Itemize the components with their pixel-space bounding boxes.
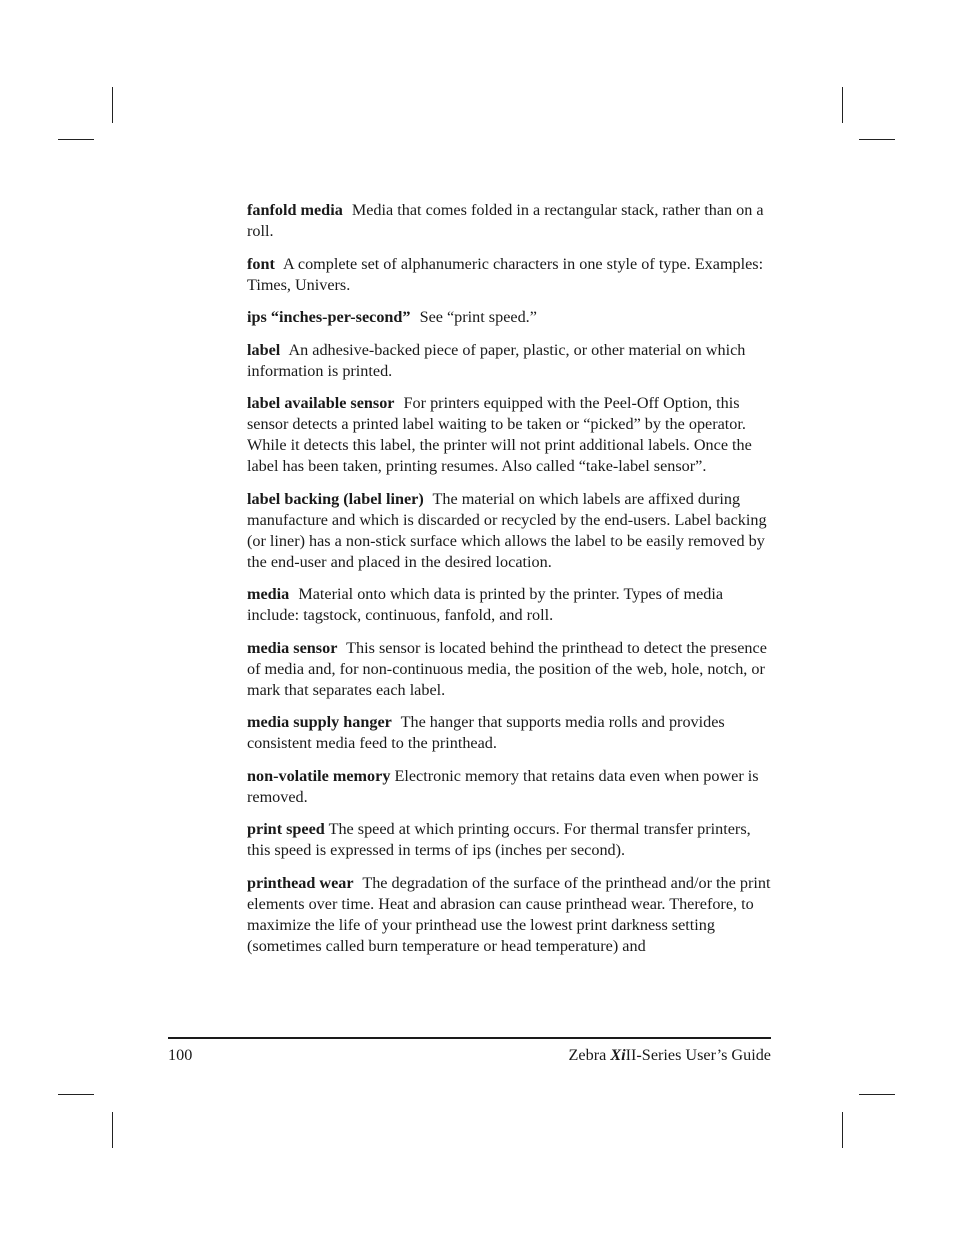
glossary-definition: A complete set of alphanumeric characters in one style of type. Examples: Times, Univers. bbox=[247, 254, 764, 294]
glossary-term: print speed bbox=[247, 820, 325, 838]
glossary-definition: This sensor is located behind the printhead to detect the presence of media and, for non-continuous media, the position of the web, hole, notch, or mark that separates each label. bbox=[247, 638, 767, 699]
glossary-entry bbox=[247, 254, 772, 296]
glossary-term: fanfold media bbox=[247, 201, 343, 219]
crop-mark bbox=[859, 1094, 895, 1095]
glossary-term: ips “inches-per-second” bbox=[247, 308, 411, 326]
crop-mark bbox=[842, 87, 843, 123]
glossary-definition: The material on which labels are affixed during manufacture and which is discarded or recycled by the end-users. Label backing (or liner) has a non-stick surface which allows the label to be easily removed by the end-user and placed in the desired location. bbox=[247, 489, 767, 571]
page-number: 100 bbox=[168, 1046, 193, 1064]
crop-mark bbox=[112, 87, 113, 123]
glossary-term: media sensor bbox=[247, 638, 338, 657]
glossary-definition: See “print speed.” bbox=[419, 308, 537, 326]
glossary-entry bbox=[247, 200, 772, 242]
glossary-entry bbox=[247, 340, 772, 382]
footer-rule bbox=[168, 1037, 771, 1039]
glossary-term: label backing (label liner) bbox=[247, 489, 424, 508]
glossary-entry bbox=[247, 584, 772, 626]
glossary-term: font bbox=[247, 254, 275, 273]
glossary-entry bbox=[247, 393, 772, 477]
glossary-term: media supply hanger bbox=[247, 713, 392, 731]
glossary-list bbox=[247, 200, 772, 968]
glossary-definition: An adhesive-backed piece of paper, plastic, or other material on which information is printed. bbox=[247, 340, 746, 380]
glossary-term: label available sensor bbox=[247, 394, 395, 412]
crop-mark bbox=[859, 139, 895, 140]
guide-title-prefix: Zebra bbox=[568, 1046, 611, 1064]
glossary-definition: Media that comes folded in a rectangular stack, rather than on a roll. bbox=[247, 201, 764, 240]
glossary-definition: The degradation of the surface of the printhead and/or the print elements over time. Heat and abrasion can cause printhead wear. Therefore, to maximize the life of your printhead use the lowest print darkness setting (sometimes called burn temperature or head temperature) and bbox=[247, 873, 771, 955]
glossary-entry bbox=[247, 489, 772, 573]
glossary-term: label bbox=[247, 340, 281, 359]
guide-title bbox=[569, 1045, 771, 1066]
crop-mark bbox=[112, 1112, 113, 1148]
glossary-definition: The hanger that supports media rolls and provides consistent media feed to the printhead. bbox=[247, 713, 725, 752]
glossary-entry bbox=[247, 819, 772, 861]
guide-title-suffix: II-Series User’s Guide bbox=[625, 1046, 771, 1064]
glossary-term: media bbox=[247, 585, 290, 603]
glossary-entry bbox=[247, 712, 772, 754]
crop-mark bbox=[58, 139, 94, 140]
glossary-entry bbox=[247, 873, 772, 957]
glossary-definition: Material onto which data is printed by the printer. Types of media include: tagstock, continuous, fanfold, and roll. bbox=[247, 585, 724, 624]
guide-title-model: Xi bbox=[610, 1046, 626, 1064]
glossary-term: non-volatile memory bbox=[247, 766, 391, 785]
glossary-entry bbox=[247, 307, 772, 328]
glossary-definition: For printers equipped with the Peel-Off Option, this sensor detects a printed label waiting to be taken or “picked” by the operator. While it detects this label, the printer will not print additional labels. Once the label has been taken, printing resumes. Also called “take-label sensor”. bbox=[247, 394, 752, 475]
glossary-entry bbox=[247, 638, 772, 701]
glossary-definition: The speed at which printing occurs. For thermal transfer printers, this speed is expressed in terms of ips (inches per second). bbox=[247, 820, 751, 859]
glossary-entry bbox=[247, 766, 772, 808]
glossary-term: printhead wear bbox=[247, 873, 354, 892]
glossary-definition: Electronic memory that retains data even when power is removed. bbox=[247, 766, 759, 806]
crop-mark bbox=[58, 1094, 94, 1095]
crop-mark bbox=[842, 1112, 843, 1148]
